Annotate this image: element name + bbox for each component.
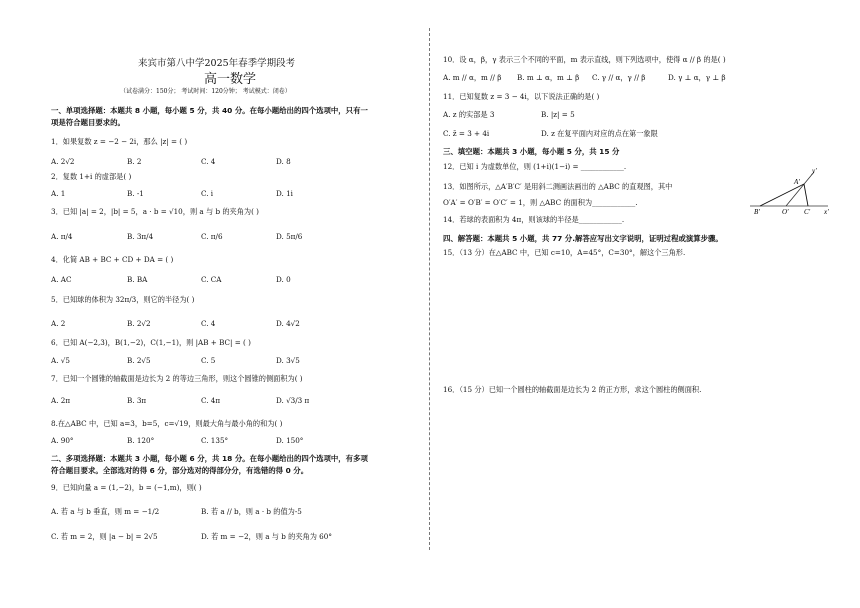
q11-option-c: C. z̄ = 3 + 4i	[443, 129, 490, 138]
question-5: 5．已知球的体积为 32π/3，则它的半径为( )	[51, 295, 195, 304]
q8-option-a: A. 90°	[51, 436, 74, 445]
q1-option-b: B. 2	[127, 157, 142, 166]
subject-title: 高一数学	[204, 72, 257, 87]
q3-option-a: A. π/4	[51, 232, 73, 241]
q3-option-c: C. π/6	[201, 232, 223, 241]
question-2: 2．复数 1+i 的虚部是( )	[51, 172, 132, 181]
q11-option-a: A. z 的实部是 3	[443, 110, 495, 119]
question-14: 14．若球的表面积为 4π，则该球的半径是____________.	[443, 215, 625, 224]
q1-option-a: A. 2√2	[51, 157, 75, 166]
q4-option-d: D. 0	[276, 275, 291, 284]
q11-option-d: D. z 在复平面内对应的点在第一象限	[541, 129, 658, 138]
q8-option-d: D. 150°	[276, 436, 304, 445]
question-10: 10．设 α，β，γ 表示三个不同的平面，m 表示直线，则下列选项中，使得 α // β 的是( )	[443, 55, 726, 64]
question-8: 8.在△ABC 中，已知 a=3，b=5，c=√19，则最大角与最小角的和为( )	[51, 419, 283, 428]
q4-option-c: C. CA	[201, 275, 222, 284]
q9-option-c: C. 若 m = 2，则 |a − b| = 2√5	[51, 532, 158, 541]
question-15: 15．（13 分）在△ABC 中，已知 c=10，A=45°，C=30°，解这个三角形.	[443, 248, 686, 257]
q1-option-c: C. 4	[201, 157, 216, 166]
q7-option-a: A. 2π	[51, 396, 71, 405]
label-x: x′	[824, 208, 829, 214]
section-1-heading: 一、单项选择题：本题共 8 小题，每小题 5 分，共 40 分。在每小题给出的四个选项中，只有一	[51, 106, 368, 115]
question-7: 7．已知一个圆锥的轴截面是边长为 2 的等边三角形，则这个圆锥的侧面积为( )	[51, 374, 303, 383]
q8-option-b: B. 120°	[127, 436, 155, 445]
label-y: y′	[812, 167, 817, 175]
q8-option-c: C. 135°	[201, 436, 229, 445]
q3-option-b: B. 3π/4	[127, 232, 154, 241]
triangle-side-ac	[804, 184, 808, 206]
q4-option-b: B. BA	[127, 275, 148, 284]
q6-option-a: A. √5	[51, 356, 70, 365]
exam-info: （试卷满分：150分； 考试时间：120分钟； 考试模式：闭卷）	[120, 88, 291, 95]
label-a: A′	[794, 178, 800, 186]
q10-option-b: B. m ⊥ α，m ⊥ β	[517, 73, 580, 82]
q2-option-d: D. 1i	[276, 189, 293, 198]
question-4: 4．化简 AB + BC + CD + DA = ( )	[51, 255, 174, 264]
triangle-side-ba	[760, 184, 804, 206]
q1-option-d: D. 8	[276, 157, 291, 166]
q2-option-b: B. -1	[127, 189, 144, 198]
q7-option-c: C. 4π	[201, 396, 221, 405]
label-b: B′	[754, 208, 760, 214]
question-16: 16．（15 分）已知一个圆柱的轴截面是边长为 2 的正方形，求这个圆柱的侧面积.	[443, 385, 702, 394]
q7-option-b: B. 3π	[127, 396, 147, 405]
column-divider	[429, 28, 430, 550]
section-2-heading-cont: 符合题目要求。全部选对的得 6 分，部分选对的得部分分，有选错的得 0 分。	[51, 466, 309, 475]
q10-option-c: C. γ // α，γ // β	[592, 73, 646, 82]
q6-option-c: C. 5	[201, 356, 216, 365]
q5-option-a: A. 2	[51, 319, 66, 328]
question-9: 9．已知向量 a = (1,−2)，b = (−1,m)，则( )	[51, 483, 202, 492]
label-c: C′	[804, 208, 811, 214]
question-13-line-2: O′A′ = O′B′ = O′C′ = 1，则 △ABC 的面积为____________.	[443, 198, 638, 207]
q10-option-a: A. m // α，m // β	[443, 73, 502, 82]
school-title: 来宾市第八中学2025年春季学期段考	[138, 58, 296, 69]
q6-option-d: D. 3√5	[276, 356, 300, 365]
q6-option-b: B. 2√5	[127, 356, 151, 365]
question-6: 6．已知 A(−2,3)，B(1,−2)，C(1,−1)，则 |AB + BC| = ( )	[51, 338, 251, 347]
section-3-heading: 三、填空题：本题共 3 小题，每小题 5 分，共 15 分	[443, 147, 620, 156]
q10-option-d: D. γ ⊥ α，γ ⊥ β	[668, 73, 726, 82]
label-o: O′	[782, 208, 789, 214]
q2-option-c: C. i	[201, 189, 214, 198]
question-3: 3．已知 |a| = 2，|b| = 5，a · b = √10，则 a 与 b 的夹角为( )	[51, 207, 259, 216]
section-4-heading: 四、解答题：本题共 5 小题，共 77 分.解答应写出文字说明，证明过程或演算步骤。	[443, 234, 723, 243]
y-axis-line	[786, 172, 814, 206]
section-2-heading: 二、多项选择题：本题共 3 小题，每小题 6 分，共 18 分。在每小题给出的四个选项中，有多项	[51, 454, 368, 463]
q5-option-c: C. 4	[201, 319, 216, 328]
section-1-heading-cont: 项是符合题目要求的。	[51, 118, 125, 127]
q2-option-a: A. 1	[51, 189, 66, 198]
q4-option-a: A. AC	[51, 275, 72, 284]
question-13-line-1: 13．如图所示，△A′B′C′ 是用斜二测画法画出的 △ABC 的直观图，其中	[443, 182, 673, 191]
question-11: 11．已知复数 z = 3 − 4i，以下说法正确的是( )	[443, 92, 600, 101]
oblique-projection-figure	[746, 166, 832, 214]
q11-option-b: B. |z| = 5	[541, 110, 575, 119]
q9-option-d: D. 若 m = −2，则 a 与 b 的夹角为 60°	[201, 532, 332, 541]
question-12: 12．已知 i 为虚数单位，则 (1+i)(1−i) = ____________.	[443, 162, 627, 171]
q7-option-d: D. √3/3 π	[276, 396, 310, 405]
q5-option-d: D. 4√2	[276, 319, 300, 328]
question-1: 1．如果复数 z = −2 − 2i，那么 |z| = ( )	[51, 137, 188, 146]
q9-option-b: B. 若 a // b，则 a · b 的值为-5	[201, 507, 302, 516]
q5-option-b: B. 2√2	[127, 319, 151, 328]
q3-option-d: D. 5π/6	[276, 232, 303, 241]
q9-option-a: A. 若 a 与 b 垂直，则 m = −1/2	[51, 507, 160, 516]
